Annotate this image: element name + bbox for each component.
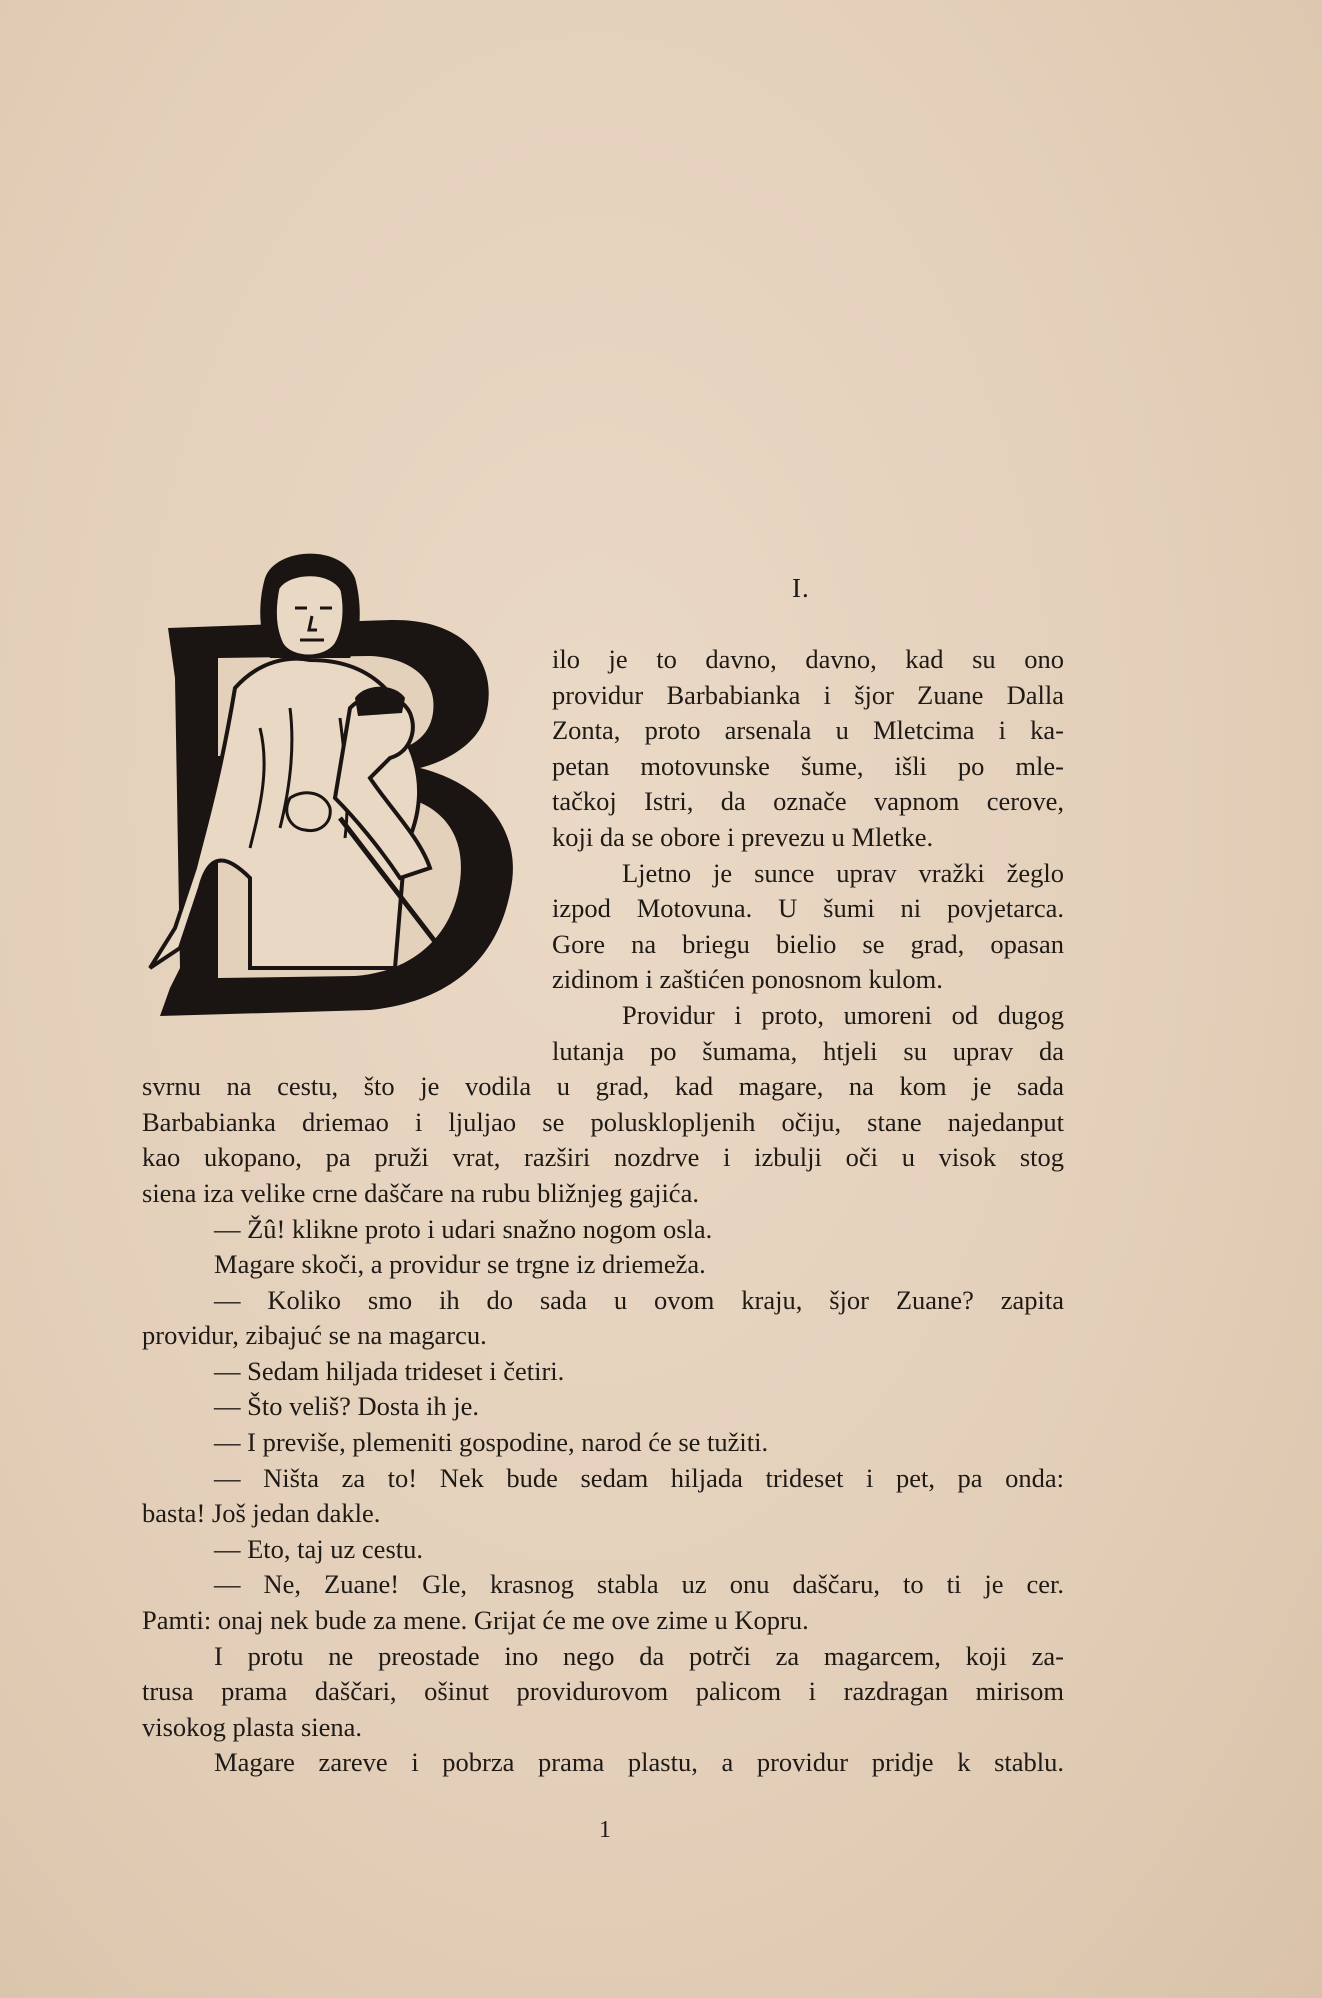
text-line: Barbabianka driemao i ljuljao se polusklopljenih očiju, stane najedanput	[142, 1106, 1064, 1137]
text-line: — Što veliš? Dosta ih je.	[214, 1391, 479, 1422]
text-line: visokog plasta siena.	[142, 1711, 363, 1742]
text-line: — Žû! klikne proto i udari snažno nogom osla.	[214, 1213, 713, 1244]
text-line: ilo je to davno, davno, kad su ono	[552, 644, 1064, 674]
text-line: tačkoj Istri, da označe vapnom cerove,	[552, 786, 1064, 817]
text-line: kao ukopano, pa pruži vrat, razširi nozdrve i izbulji oči u visok stog	[142, 1142, 1064, 1173]
text-line: lutanja po šumama, htjeli su uprav da	[552, 1035, 1064, 1066]
text-line: Pamti: onaj nek bude za mene. Grijat će me ove zime u Kopru.	[142, 1605, 809, 1636]
page-number: 1	[599, 1817, 611, 1843]
text-line: providur, zibajuć se na magarcu.	[142, 1320, 487, 1351]
text-line: — Ništa za to! Nek bude sedam hiljada trideset i pet, pa onda:	[214, 1462, 1064, 1493]
text-line: Ljetno je sunce uprav vražki žeglo	[622, 857, 1064, 888]
text-line: — Ne, Zuane! Gle, krasnog stabla uz onu daščaru, to ti je cer.	[214, 1569, 1064, 1600]
text-line: trusa prama daščari, ošinut providurovom palicom i razdragan mirisom	[142, 1676, 1064, 1707]
chapter-body-text	[142, 642, 1064, 1781]
text-line: siena iza velike crne daščare na rubu bližnjeg gajića.	[142, 1177, 699, 1208]
text-line: — I previše, plemeniti gospodine, narod će se tužiti.	[214, 1427, 769, 1458]
text-line: Providur i proto, umoreni od dugog	[622, 999, 1064, 1030]
text-line: Magare skoči, a providur se trgne iz driemeža.	[214, 1249, 706, 1280]
text-line: Zonta, proto arsenala u Mletcima i ka-	[552, 715, 1064, 746]
text-line: — Koliko smo ih do sada u ovom kraju, šjor Zuane? zapita	[214, 1284, 1064, 1315]
text-line: svrnu na cestu, što je vodila u grad, kad magare, na kom je sada	[142, 1071, 1064, 1102]
text-line: izpod Motovuna. U šumi ni povjetarca.	[552, 893, 1064, 924]
chapter-number: I.	[792, 573, 810, 603]
text-line: Magare zareve i pobrza prama plastu, a providur pridje k stablu.	[214, 1747, 1064, 1778]
text-line: koji da se obore i prevezu u Mletke.	[552, 821, 934, 852]
text-line: providur Barbabianka i šjor Zuane Dalla	[552, 679, 1064, 710]
text-line: zidinom i zaštićen ponosnom kulom.	[552, 964, 943, 995]
text-line: I protu ne preostade ino nego da potrči za magarcem, koji za-	[214, 1640, 1064, 1671]
text-line: — Eto, taj uz cestu.	[214, 1533, 423, 1564]
text-line: Gore na briegu bielio se grad, opasan	[552, 928, 1064, 959]
text-line: — Sedam hiljada trideset i četiri.	[214, 1355, 565, 1386]
text-line: basta! Još jedan dakle.	[142, 1498, 381, 1529]
text-line: petan motovunske šume, išli po mle-	[552, 750, 1064, 781]
